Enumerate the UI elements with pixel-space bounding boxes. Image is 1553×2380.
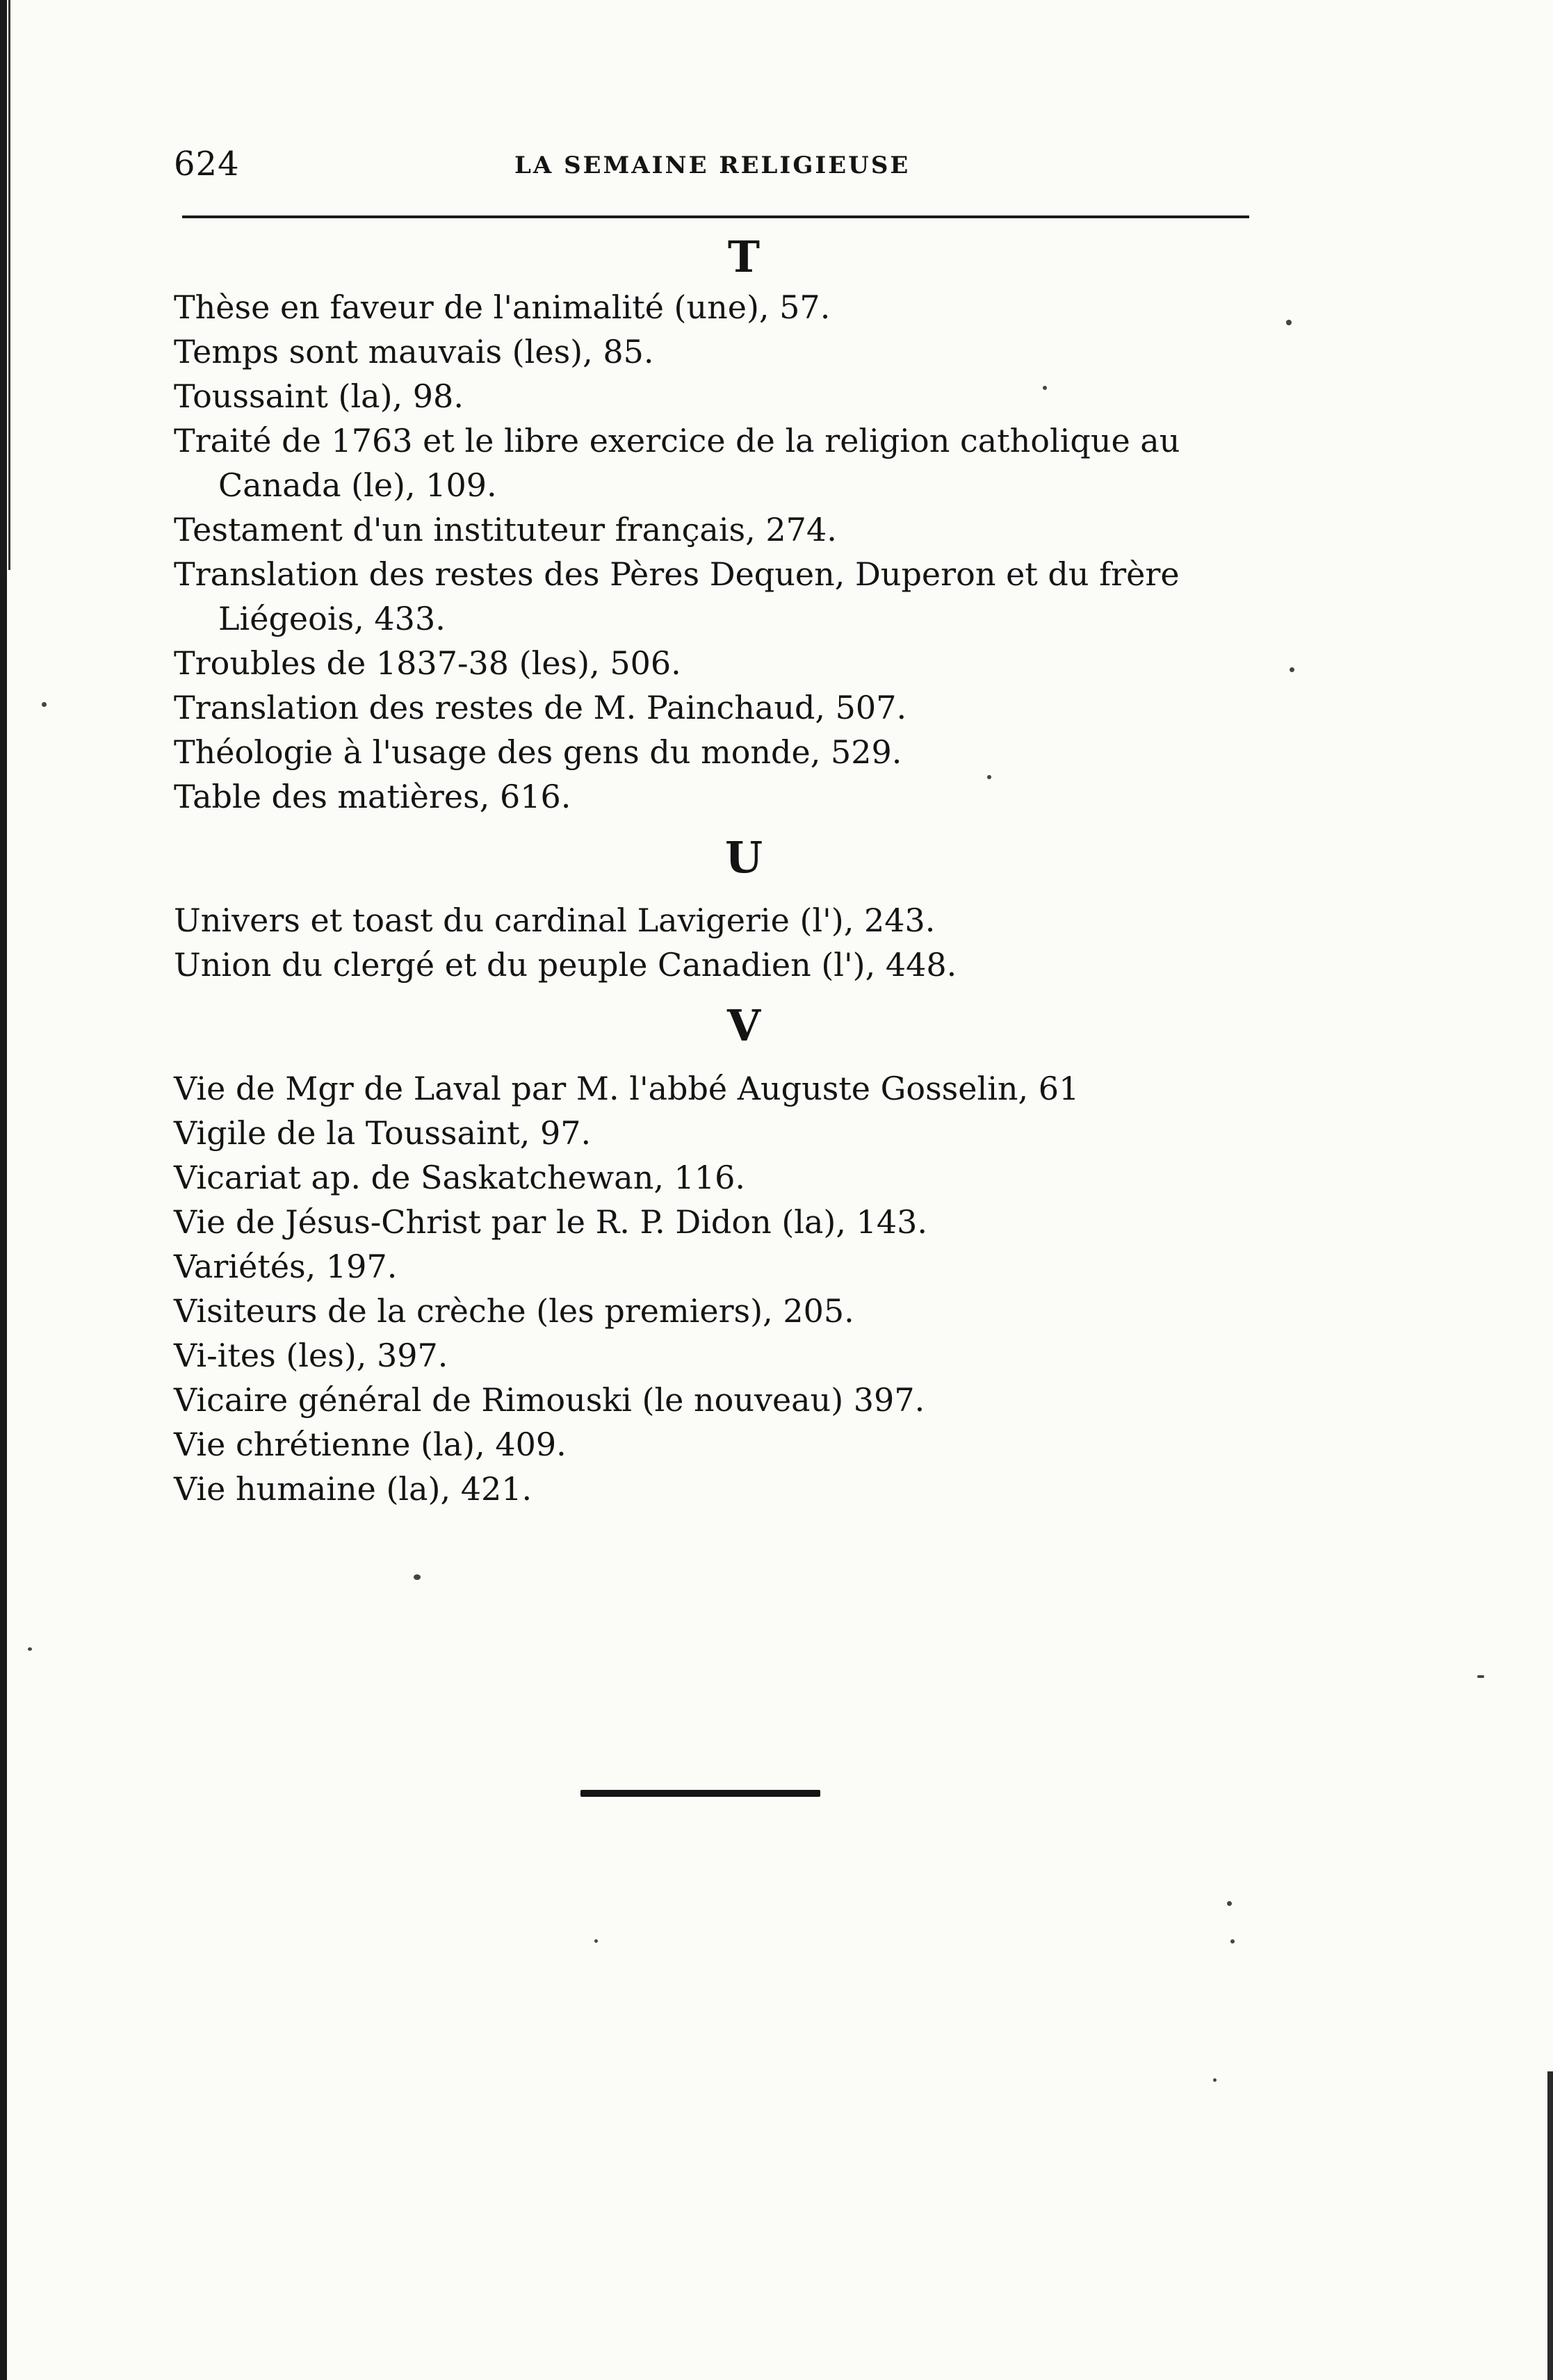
entry-list-t: [174, 285, 1258, 819]
index-entry: Théologie à l'usage des gens du monde, 529.: [174, 733, 902, 771]
index-entry: Toussaint (la), 98.: [174, 377, 464, 415]
section-letter-u: U: [724, 832, 763, 883]
index-entry: Vie de Jésus-Christ par le R. P. Didon (la), 143.: [174, 1203, 928, 1241]
scan-speck: [1290, 667, 1294, 672]
scan-right-edge: [1547, 2071, 1553, 2380]
scan-speck: [1477, 1675, 1484, 1678]
page-header: [174, 145, 1251, 186]
index-entry: Vicariat ap. de Saskatchewan, 116.: [174, 1159, 745, 1196]
index-entry: Vi-ites (les), 397.: [174, 1337, 448, 1374]
index-entry: Temps sont mauvais (les), 85.: [174, 333, 654, 370]
index-entry: Univers et toast du cardinal Lavigerie (l'), 243.: [174, 902, 936, 939]
scan-speck: [987, 775, 991, 779]
index-entry: Variétés, 197.: [174, 1248, 398, 1285]
section-letter-t: T: [727, 231, 761, 282]
scan-speck: [1230, 1939, 1235, 1943]
index-entry: Vie de Mgr de Laval par M. l'abbé Auguste Gosselin, 61: [174, 1070, 1080, 1107]
scan-speck: [42, 702, 47, 707]
running-head: LA SEMAINE RELIGIEUSE: [514, 152, 911, 179]
section-t: [174, 229, 1258, 819]
index-entry: Translation des restes de M. Painchaud, 507.: [174, 689, 907, 726]
page-number: 624: [174, 145, 240, 184]
scan-left-edge-line: [8, 0, 10, 570]
index-entry: Vicaire général de Rimouski (le nouveau) 397.: [174, 1381, 925, 1419]
scan-speck: [1043, 386, 1047, 390]
scan-speck: [594, 1939, 598, 1943]
index-entry: Table des matières, 616.: [174, 778, 571, 815]
index-entry: Translation des restes des Pères Dequen, Duperon et du frère Liégeois, 433.: [174, 555, 1180, 637]
index-content: [174, 229, 1258, 1511]
scan-speck: [28, 1647, 32, 1651]
index-entry: Visiteurs de la crèche (les premiers), 205.: [174, 1292, 854, 1330]
section-u: [174, 824, 1258, 987]
index-entry: Vie chrétienne (la), 409.: [174, 1426, 567, 1463]
scan-speck: [1286, 320, 1292, 325]
section-letter-v: V: [726, 1000, 761, 1051]
index-entry: Testament d'un instituteur français, 274.: [174, 511, 837, 548]
closing-rule: [580, 1790, 820, 1797]
entry-list-v: [174, 1066, 1258, 1511]
index-entry: Troubles de 1837-38 (les), 506.: [174, 644, 681, 682]
scan-left-edge: [0, 0, 7, 2380]
index-entry: Traité de 1763 et le libre exercice de la religion catholique au Canada (le), 109.: [174, 422, 1180, 504]
scan-speck: [1227, 1901, 1232, 1906]
scan-speck: [414, 1574, 421, 1580]
entry-list-u: [174, 898, 1258, 987]
index-entry: Vigile de la Toussaint, 97.: [174, 1114, 592, 1152]
scan-speck: [1213, 2078, 1217, 2082]
header-rule: [182, 215, 1249, 218]
section-v: [174, 993, 1258, 1511]
index-entry: Union du clergé et du peuple Canadien (l'), 448.: [174, 946, 957, 984]
index-entry: Vie humaine (la), 421.: [174, 1470, 532, 1508]
index-entry: Thèse en faveur de l'animalité (une), 57.: [174, 288, 831, 326]
